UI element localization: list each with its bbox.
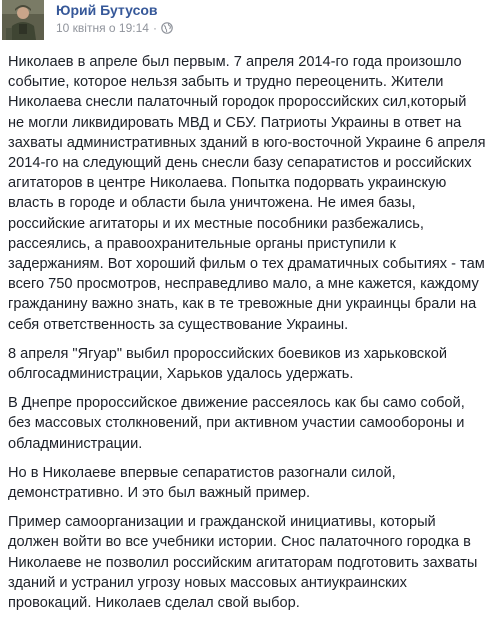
author-name-link[interactable]: Юрий Бутусов (56, 2, 158, 18)
globe-icon[interactable] (161, 22, 173, 34)
post-paragraph: 8 апреля "Ягуар" выбил пророссийских боевиков из харьковской облгосадминистрации, Харьков удалось удержать. (8, 345, 448, 383)
post-meta (56, 21, 173, 35)
post-paragraph: В Днепре пророссийское движение рассеялось как бы само собой, без массовых столкновений, при активном участии самообороны и обладминистрации. (8, 395, 465, 452)
avatar-image (2, 0, 44, 40)
meta-separator: · (152, 21, 157, 35)
post-paragraph: Пример самоорганизации и гражданской инициативы, который должен войти во все учебники истории. Снос палаточного городка в Николаеве не позволил российским агитаторам подготовить захваты зданий и устранил угрозу новых массовых антиукраинских провокаций. Николаев сделал свой выбор. (8, 514, 478, 612)
post-paragraph: Но в Николаеве впервые сепаратистов разогнали силой, демонстративно. И это был важный пример. (8, 464, 396, 502)
post-header (2, 0, 488, 40)
post-paragraph: Николаев в апреле был первым. 7 апреля 2014-го года произошло событие, которое нельзя забыть и трудно переоценить. Жители Николаева снесли палаточный городок пророссийских сил,который не могли ликвидировать МВД и СБУ. Патриоты Украины в ответ на захваты административных зданий в юго-восточной Украине 6 апреля 2014-го на следующий день снесли базу сепаратистов и российских агитаторов в центре Николаева. Попытка подорвать украинскую власть в городе и области была уничтожена. Не имея базы, российские агитаторы и их местные пособники разбежались, рассеялись, а правоохранительные органы приступили к задержаниям. Вот хороший фильм о тех драматичных событиях - там всего 750 просмотров, несправедливо мало, а мне кажется, каждому гражданину важно знать, как в те тревожные дни украинцы брали на себя ответственность за существование Украины. (8, 54, 486, 333)
post-timestamp[interactable]: 10 квітня о 19:14 (56, 21, 149, 35)
post-body (8, 52, 486, 622)
author-avatar[interactable] (2, 0, 44, 40)
